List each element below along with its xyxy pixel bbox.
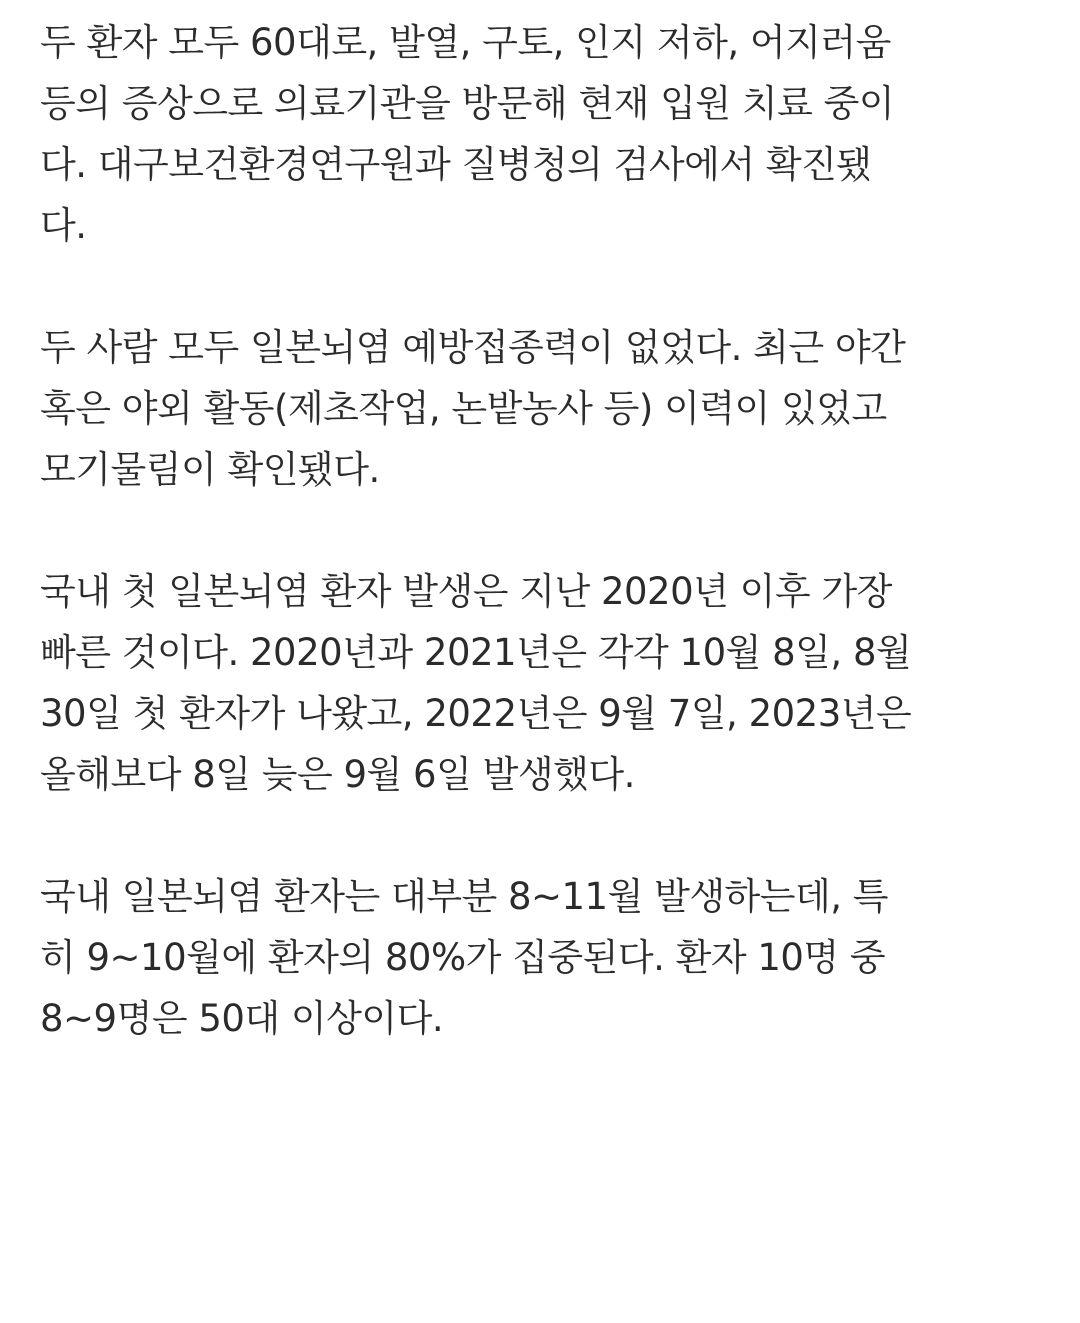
text-line: 다. xyxy=(40,204,87,247)
text-line: 올해보다 8일 늦은 9월 6일 발생했다. xyxy=(40,753,635,796)
paragraph-seasonal-statistics xyxy=(40,866,1060,1049)
paragraph-first-case-timing xyxy=(40,561,1060,805)
text-line: 등의 증상으로 의료기관을 방문해 현재 입원 치료 중이 xyxy=(40,82,895,125)
text-line: 국내 일본뇌염 환자는 대부분 8~11월 발생하는데, 특 xyxy=(40,875,889,918)
text-line: 두 환자 모두 60대로, 발열, 구토, 인지 저하, 어지러움 xyxy=(40,21,891,64)
text-line: 혹은 야외 활동(제초작업, 논밭농사 등) 이력이 있었고 xyxy=(40,387,887,430)
paragraph-patient-symptoms xyxy=(40,0,1060,256)
text-line: 국내 첫 일본뇌염 환자 발생은 지난 2020년 이후 가장 xyxy=(40,570,892,613)
paragraph-vaccination-history xyxy=(40,317,1060,500)
text-line: 히 9~10월에 환자의 80%가 집중된다. 환자 10명 중 xyxy=(40,936,886,979)
text-line: 빠른 것이다. 2020년과 2021년은 각각 10월 8일, 8월 xyxy=(40,631,912,674)
article-body xyxy=(40,0,1060,1110)
text-line: 모기물림이 확인됐다. xyxy=(40,448,380,491)
text-line: 다. 대구보건환경연구원과 질병청의 검사에서 확진됐 xyxy=(40,143,872,186)
text-line: 두 사람 모두 일본뇌염 예방접종력이 없었다. 최근 야간 xyxy=(40,326,906,369)
text-line: 8~9명은 50대 이상이다. xyxy=(40,997,444,1040)
text-line: 30일 첫 환자가 나왔고, 2022년은 9월 7일, 2023년은 xyxy=(40,692,912,735)
